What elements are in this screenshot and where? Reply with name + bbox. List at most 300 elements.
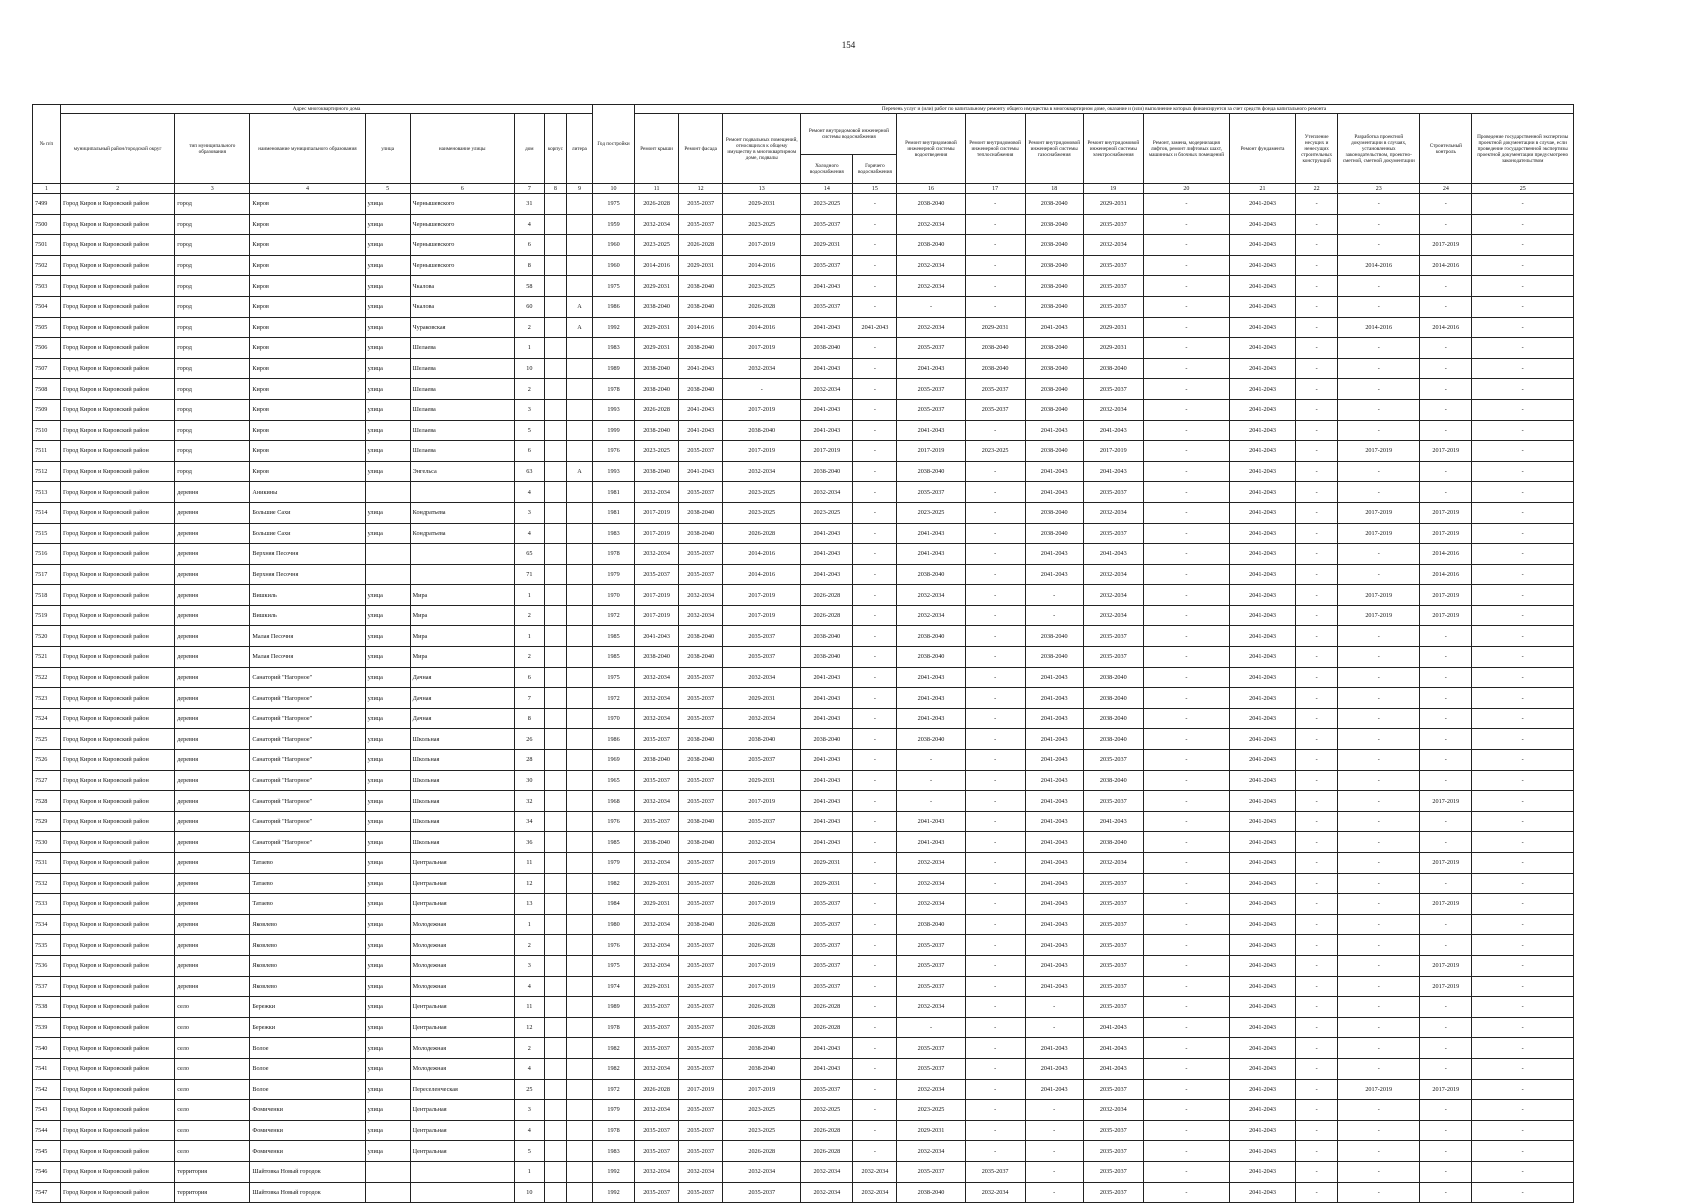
table-cell: 1981 bbox=[593, 502, 635, 523]
table-cell: Бережки bbox=[250, 1017, 365, 1038]
table-cell: 2035-2037 bbox=[801, 296, 853, 317]
table-cell: - bbox=[853, 338, 897, 359]
table-cell: 2035-2037 bbox=[723, 626, 801, 647]
table-cell: 31 bbox=[514, 194, 544, 215]
table-cell: - bbox=[723, 379, 801, 400]
table-cell bbox=[566, 729, 592, 750]
table-cell: 2032-2034 bbox=[723, 358, 801, 379]
table-cell: - bbox=[1296, 564, 1338, 585]
table-cell: - bbox=[965, 750, 1025, 771]
table-cell: 7531 bbox=[33, 853, 61, 874]
table-cell: 2041-2043 bbox=[1229, 605, 1295, 626]
table-cell: 2035-2037 bbox=[801, 214, 853, 235]
table-cell bbox=[544, 214, 566, 235]
table-cell: - bbox=[1420, 688, 1472, 709]
table-cell: улица bbox=[365, 1100, 410, 1121]
table-row bbox=[33, 708, 1574, 729]
table-cell: деревня bbox=[175, 955, 250, 976]
table-cell: 1972 bbox=[593, 605, 635, 626]
table-cell: 2035-2037 bbox=[1083, 647, 1143, 668]
table-cell: - bbox=[853, 1079, 897, 1100]
table-cell: город bbox=[175, 420, 250, 441]
table-cell: 1970 bbox=[593, 708, 635, 729]
table-cell: 2029-2031 bbox=[1083, 338, 1143, 359]
table-cell: 2038-2040 bbox=[897, 564, 965, 585]
table-cell: город bbox=[175, 255, 250, 276]
table-cell: - bbox=[1143, 1058, 1229, 1079]
table-cell: 2038-2040 bbox=[679, 338, 723, 359]
table-cell: 2038-2040 bbox=[723, 1038, 801, 1059]
table-row bbox=[33, 502, 1574, 523]
table-cell: Шелаева bbox=[410, 399, 514, 420]
table-cell: 7523 bbox=[33, 688, 61, 709]
table-cell: 2041-2043 bbox=[801, 832, 853, 853]
table-cell: - bbox=[1296, 770, 1338, 791]
table-cell: село bbox=[175, 1017, 250, 1038]
table-cell: 2032-2034 bbox=[635, 688, 679, 709]
table-cell: 2041-2043 bbox=[1025, 955, 1083, 976]
table-cell: - bbox=[853, 976, 897, 997]
table-cell: Фомиченки bbox=[250, 1100, 365, 1121]
table-cell: 2041-2043 bbox=[1229, 544, 1295, 565]
table-cell bbox=[566, 255, 592, 276]
table-cell: улица bbox=[365, 276, 410, 297]
table-cell: - bbox=[1338, 976, 1420, 997]
table-cell: 1975 bbox=[593, 194, 635, 215]
table-cell: - bbox=[1472, 420, 1574, 441]
table-cell: - bbox=[1143, 708, 1229, 729]
table-cell: Город Киров и Кировский район bbox=[61, 1017, 175, 1038]
table-cell: 1982 bbox=[593, 1058, 635, 1079]
table-cell: 2041-2043 bbox=[1083, 420, 1143, 441]
table-cell: 2041-2043 bbox=[1229, 1017, 1295, 1038]
table-cell: 2017-2019 bbox=[1338, 523, 1420, 544]
table-cell: - bbox=[1472, 461, 1574, 482]
table-cell: - bbox=[965, 708, 1025, 729]
table-cell: - bbox=[965, 214, 1025, 235]
table-cell: 2035-2037 bbox=[679, 688, 723, 709]
table-cell: 1965 bbox=[593, 770, 635, 791]
table-cell: 1969 bbox=[593, 750, 635, 771]
table-cell: 2041-2043 bbox=[1229, 585, 1295, 606]
table-cell: Город Киров и Кировский район bbox=[61, 688, 175, 709]
table-cell: 8 bbox=[514, 708, 544, 729]
table-cell: - bbox=[965, 1038, 1025, 1059]
table-cell: - bbox=[1472, 564, 1574, 585]
table-cell: 7517 bbox=[33, 564, 61, 585]
table-cell: 1960 bbox=[593, 255, 635, 276]
table-cell: - bbox=[1025, 1161, 1083, 1182]
table-cell: 6 bbox=[514, 667, 544, 688]
table-cell: 2041-2043 bbox=[1229, 791, 1295, 812]
header-building: корпус bbox=[544, 114, 566, 184]
table-cell: 2038-2040 bbox=[801, 729, 853, 750]
table-cell: 1981 bbox=[593, 482, 635, 503]
table-cell: - bbox=[1338, 832, 1420, 853]
table-cell bbox=[544, 791, 566, 812]
table-cell: - bbox=[1143, 1141, 1229, 1162]
table-cell: Шелаева bbox=[410, 338, 514, 359]
table-cell: А bbox=[566, 461, 592, 482]
table-cell: 2038-2040 bbox=[679, 647, 723, 668]
table-cell: 2017-2019 bbox=[1338, 1079, 1420, 1100]
table-cell: - bbox=[1143, 1017, 1229, 1038]
table-cell: 2038-2040 bbox=[723, 1058, 801, 1079]
table-cell: - bbox=[853, 770, 897, 791]
table-cell: - bbox=[1296, 585, 1338, 606]
table-cell: - bbox=[1472, 502, 1574, 523]
table-cell: 2038-2040 bbox=[1025, 502, 1083, 523]
table-cell: 2026-2028 bbox=[801, 1141, 853, 1162]
column-number: 25 bbox=[1472, 184, 1574, 194]
table-cell: - bbox=[853, 914, 897, 935]
table-cell: село bbox=[175, 1079, 250, 1100]
table-cell: - bbox=[1420, 194, 1472, 215]
table-cell: город bbox=[175, 194, 250, 215]
column-number: 19 bbox=[1083, 184, 1143, 194]
table-cell: село bbox=[175, 1120, 250, 1141]
table-cell: 2032-2034 bbox=[1083, 564, 1143, 585]
table-cell bbox=[544, 317, 566, 338]
table-cell: 2017-2019 bbox=[1420, 441, 1472, 462]
table-cell: 2041-2043 bbox=[1229, 894, 1295, 915]
table-cell: Волое bbox=[250, 1079, 365, 1100]
table-cell: 2035-2037 bbox=[679, 544, 723, 565]
table-cell: 2017-2019 bbox=[1338, 502, 1420, 523]
table-cell: 2038-2040 bbox=[679, 296, 723, 317]
table-cell: 1986 bbox=[593, 296, 635, 317]
table-cell: 2038-2040 bbox=[635, 750, 679, 771]
table-cell: 7511 bbox=[33, 441, 61, 462]
table-row bbox=[33, 544, 1574, 565]
table-cell: 2029-2031 bbox=[723, 770, 801, 791]
table-cell: 2035-2037 bbox=[723, 1182, 801, 1203]
table-cell: - bbox=[1338, 564, 1420, 585]
table-cell: Яковлево bbox=[250, 914, 365, 935]
table-cell: А bbox=[566, 317, 592, 338]
table-cell: 2041-2043 bbox=[897, 688, 965, 709]
table-cell: 2017-2019 bbox=[723, 441, 801, 462]
table-cell: Центральная bbox=[410, 1100, 514, 1121]
table-cell: 2035-2037 bbox=[1083, 976, 1143, 997]
table-cell: Кондратьева bbox=[410, 502, 514, 523]
table-cell: улица bbox=[365, 1079, 410, 1100]
table-cell: - bbox=[1143, 502, 1229, 523]
table-cell: 1959 bbox=[593, 214, 635, 235]
table-cell: улица bbox=[365, 585, 410, 606]
table-cell: улица bbox=[365, 338, 410, 359]
table-cell: - bbox=[853, 811, 897, 832]
table-cell: деревня bbox=[175, 729, 250, 750]
table-cell bbox=[544, 667, 566, 688]
header-letter: литера bbox=[566, 114, 592, 184]
table-cell: 2041-2043 bbox=[1083, 1017, 1143, 1038]
table-cell: 1975 bbox=[593, 667, 635, 688]
table-cell: 2041-2043 bbox=[801, 667, 853, 688]
table-cell: 2038-2040 bbox=[1025, 647, 1083, 668]
table-cell bbox=[410, 482, 514, 503]
table-cell: Малая Песочня bbox=[250, 647, 365, 668]
table-cell: 1978 bbox=[593, 379, 635, 400]
table-cell: - bbox=[1420, 296, 1472, 317]
table-cell: - bbox=[1296, 1017, 1338, 1038]
column-number: 18 bbox=[1025, 184, 1083, 194]
table-cell: 2038-2040 bbox=[1083, 770, 1143, 791]
table-cell: - bbox=[965, 832, 1025, 853]
table-cell: - bbox=[1296, 708, 1338, 729]
table-cell: 2041-2043 bbox=[1229, 420, 1295, 441]
table-cell: 6 bbox=[514, 235, 544, 256]
table-cell: деревня bbox=[175, 564, 250, 585]
table-cell: Чернышевского bbox=[410, 214, 514, 235]
table-cell: - bbox=[1338, 544, 1420, 565]
table-cell: - bbox=[1338, 935, 1420, 956]
header-foundation: Ремонт фундамента bbox=[1229, 114, 1295, 184]
table-cell bbox=[544, 688, 566, 709]
table-cell: 2035-2037 bbox=[723, 750, 801, 771]
table-cell bbox=[566, 626, 592, 647]
table-cell: - bbox=[853, 461, 897, 482]
table-cell bbox=[544, 358, 566, 379]
table-cell: - bbox=[853, 564, 897, 585]
table-cell: 2038-2040 bbox=[1025, 379, 1083, 400]
table-cell: 2032-2034 bbox=[897, 214, 965, 235]
table-cell: 1989 bbox=[593, 997, 635, 1018]
table-cell: 2035-2037 bbox=[801, 935, 853, 956]
table-cell: - bbox=[1296, 853, 1338, 874]
table-cell: 2035-2037 bbox=[1083, 379, 1143, 400]
table-cell: 2035-2037 bbox=[1083, 214, 1143, 235]
table-cell: Город Киров и Кировский район bbox=[61, 502, 175, 523]
table-cell: - bbox=[1143, 1161, 1229, 1182]
table-cell: улица bbox=[365, 296, 410, 317]
table-cell: 2032-2034 bbox=[897, 585, 965, 606]
table-cell: - bbox=[1296, 194, 1338, 215]
table-cell: 2035-2037 bbox=[1083, 482, 1143, 503]
table-cell bbox=[544, 770, 566, 791]
table-cell: 2026-2028 bbox=[635, 1079, 679, 1100]
table-cell: 1993 bbox=[593, 399, 635, 420]
table-cell: 7520 bbox=[33, 626, 61, 647]
table-cell: - bbox=[1143, 1182, 1229, 1203]
table-cell: - bbox=[1420, 1100, 1472, 1121]
table-cell: Кондратьева bbox=[410, 523, 514, 544]
header-facade: Ремонт фасада bbox=[679, 114, 723, 184]
table-cell: 2035-2037 bbox=[635, 564, 679, 585]
header-drainage: Ремонт внутридомовой инженерной системы водоотведения bbox=[897, 114, 965, 184]
table-cell: 2035-2037 bbox=[679, 997, 723, 1018]
table-cell: - bbox=[1296, 420, 1338, 441]
table-cell: 2038-2040 bbox=[635, 296, 679, 317]
table-cell: улица bbox=[365, 770, 410, 791]
header-heating: Ремонт внутридомовой инженерной системы теплоснабжения bbox=[965, 114, 1025, 184]
table-cell: - bbox=[853, 626, 897, 647]
table-cell: 1985 bbox=[593, 647, 635, 668]
header-cold-water: Холодного водоснабжения bbox=[801, 155, 853, 184]
table-cell: 2038-2040 bbox=[965, 358, 1025, 379]
table-cell: 2017-2019 bbox=[723, 235, 801, 256]
table-cell: Чернышевского bbox=[410, 194, 514, 215]
table-cell: - bbox=[1420, 338, 1472, 359]
table-cell: - bbox=[965, 420, 1025, 441]
table-cell: 2 bbox=[514, 317, 544, 338]
table-cell: - bbox=[1296, 235, 1338, 256]
table-cell: 2017-2019 bbox=[1420, 605, 1472, 626]
table-cell: 2038-2040 bbox=[801, 338, 853, 359]
table-cell bbox=[410, 544, 514, 565]
table-cell: - bbox=[1338, 1141, 1420, 1162]
table-cell: 60 bbox=[514, 296, 544, 317]
table-cell bbox=[365, 564, 410, 585]
table-cell: 2038-2040 bbox=[635, 461, 679, 482]
table-cell: 1972 bbox=[593, 688, 635, 709]
table-cell: город bbox=[175, 358, 250, 379]
column-number: 13 bbox=[723, 184, 801, 194]
table-cell: город bbox=[175, 296, 250, 317]
table-cell: Город Киров и Кировский район bbox=[61, 564, 175, 585]
table-cell: Город Киров и Кировский район bbox=[61, 626, 175, 647]
table-cell: 2041-2043 bbox=[1083, 811, 1143, 832]
table-row bbox=[33, 791, 1574, 812]
table-cell: Город Киров и Кировский район bbox=[61, 750, 175, 771]
table-cell: - bbox=[965, 461, 1025, 482]
table-cell: 2038-2040 bbox=[679, 729, 723, 750]
table-cell: 2035-2037 bbox=[801, 894, 853, 915]
table-cell: улица bbox=[365, 914, 410, 935]
table-cell: 1976 bbox=[593, 935, 635, 956]
table-cell: - bbox=[1143, 647, 1229, 668]
table-cell: 2038-2040 bbox=[1025, 626, 1083, 647]
table-row bbox=[33, 955, 1574, 976]
table-cell: 2041-2043 bbox=[679, 420, 723, 441]
table-cell: улица bbox=[365, 1038, 410, 1059]
table-cell: город bbox=[175, 399, 250, 420]
table-cell: 2041-2043 bbox=[801, 770, 853, 791]
table-cell: - bbox=[1472, 853, 1574, 874]
table-cell: 2038-2040 bbox=[897, 729, 965, 750]
table-cell: улица bbox=[365, 688, 410, 709]
table-cell: 2041-2043 bbox=[801, 1058, 853, 1079]
table-cell: 2023-2025 bbox=[723, 214, 801, 235]
table-cell: 2041-2043 bbox=[897, 523, 965, 544]
table-cell: Школьная bbox=[410, 750, 514, 771]
table-cell: - bbox=[1143, 914, 1229, 935]
table-cell bbox=[566, 194, 592, 215]
table-cell: 7518 bbox=[33, 585, 61, 606]
table-cell bbox=[566, 1100, 592, 1121]
table-cell: - bbox=[1025, 1017, 1083, 1038]
table-cell: 2038-2040 bbox=[1025, 523, 1083, 544]
header-insulation: Утепление несущих и ненесущих строительных конструкций bbox=[1296, 114, 1338, 184]
table-cell: - bbox=[1143, 935, 1229, 956]
table-cell: - bbox=[853, 420, 897, 441]
table-cell: 7547 bbox=[33, 1182, 61, 1203]
table-cell: 4 bbox=[514, 482, 544, 503]
table-cell bbox=[410, 1161, 514, 1182]
table-cell: 2017-2019 bbox=[1420, 523, 1472, 544]
table-cell: Школьная bbox=[410, 832, 514, 853]
table-cell: - bbox=[1338, 214, 1420, 235]
table-cell bbox=[566, 214, 592, 235]
table-row bbox=[33, 770, 1574, 791]
table-cell: 2017-2019 bbox=[1420, 1079, 1472, 1100]
table-cell: Город Киров и Кировский район bbox=[61, 1058, 175, 1079]
table-cell: 10 bbox=[514, 358, 544, 379]
table-cell: - bbox=[965, 255, 1025, 276]
table-cell: 26 bbox=[514, 729, 544, 750]
table-cell: 2017-2019 bbox=[723, 338, 801, 359]
table-cell: - bbox=[853, 194, 897, 215]
table-cell: 2038-2040 bbox=[635, 420, 679, 441]
table-cell: 1992 bbox=[593, 1182, 635, 1203]
column-number: 21 bbox=[1229, 184, 1295, 194]
table-cell: улица bbox=[365, 255, 410, 276]
table-cell: 7535 bbox=[33, 935, 61, 956]
table-cell: 7499 bbox=[33, 194, 61, 215]
table-cell: 7522 bbox=[33, 667, 61, 688]
table-cell: 2035-2037 bbox=[635, 1141, 679, 1162]
table-cell: Школьная bbox=[410, 791, 514, 812]
table-row bbox=[33, 914, 1574, 935]
table-cell: деревня bbox=[175, 894, 250, 915]
table-cell: - bbox=[1472, 1182, 1574, 1203]
table-cell bbox=[566, 276, 592, 297]
table-cell bbox=[544, 1058, 566, 1079]
table-cell: - bbox=[1472, 935, 1574, 956]
table-cell bbox=[544, 379, 566, 400]
table-cell: 2038-2040 bbox=[1083, 688, 1143, 709]
table-cell: 2035-2037 bbox=[1083, 276, 1143, 297]
table-cell: 2035-2037 bbox=[1083, 1079, 1143, 1100]
table-cell: деревня bbox=[175, 482, 250, 503]
table-cell: А bbox=[566, 296, 592, 317]
table-cell: улица bbox=[365, 894, 410, 915]
table-cell: 2035-2037 bbox=[1083, 955, 1143, 976]
table-cell: улица bbox=[365, 379, 410, 400]
table-cell: 2032-2034 bbox=[1083, 235, 1143, 256]
table-cell: - bbox=[1296, 688, 1338, 709]
table-cell: 2038-2040 bbox=[1025, 296, 1083, 317]
table-cell: 2014-2016 bbox=[1420, 564, 1472, 585]
table-cell bbox=[544, 441, 566, 462]
table-cell: 7507 bbox=[33, 358, 61, 379]
table-cell: Киров bbox=[250, 317, 365, 338]
table-cell: 2041-2043 bbox=[1229, 441, 1295, 462]
table-cell: Город Киров и Кировский район bbox=[61, 523, 175, 544]
table-cell: - bbox=[1472, 358, 1574, 379]
table-cell: - bbox=[1143, 523, 1229, 544]
table-cell: 2035-2037 bbox=[1083, 1141, 1143, 1162]
table-cell: 2035-2037 bbox=[679, 873, 723, 894]
table-cell: - bbox=[965, 1079, 1025, 1100]
table-cell: 2035-2037 bbox=[635, 729, 679, 750]
table-cell: 2035-2037 bbox=[965, 399, 1025, 420]
table-cell: 2035-2037 bbox=[1083, 1161, 1143, 1182]
table-cell: 2032-2034 bbox=[1083, 399, 1143, 420]
table-cell: 2041-2043 bbox=[1025, 791, 1083, 812]
table-cell: 2023-2025 bbox=[965, 441, 1025, 462]
table-cell: 11 bbox=[514, 997, 544, 1018]
table-cell: 2014-2016 bbox=[723, 317, 801, 338]
table-cell: 10 bbox=[514, 1182, 544, 1203]
table-cell bbox=[544, 544, 566, 565]
table-cell: - bbox=[1296, 482, 1338, 503]
table-cell: 2032-2034 bbox=[897, 605, 965, 626]
table-cell: - bbox=[1296, 296, 1338, 317]
table-cell: 1 bbox=[514, 1161, 544, 1182]
table-cell: Фомиченки bbox=[250, 1120, 365, 1141]
table-cell: Яковлево bbox=[250, 976, 365, 997]
